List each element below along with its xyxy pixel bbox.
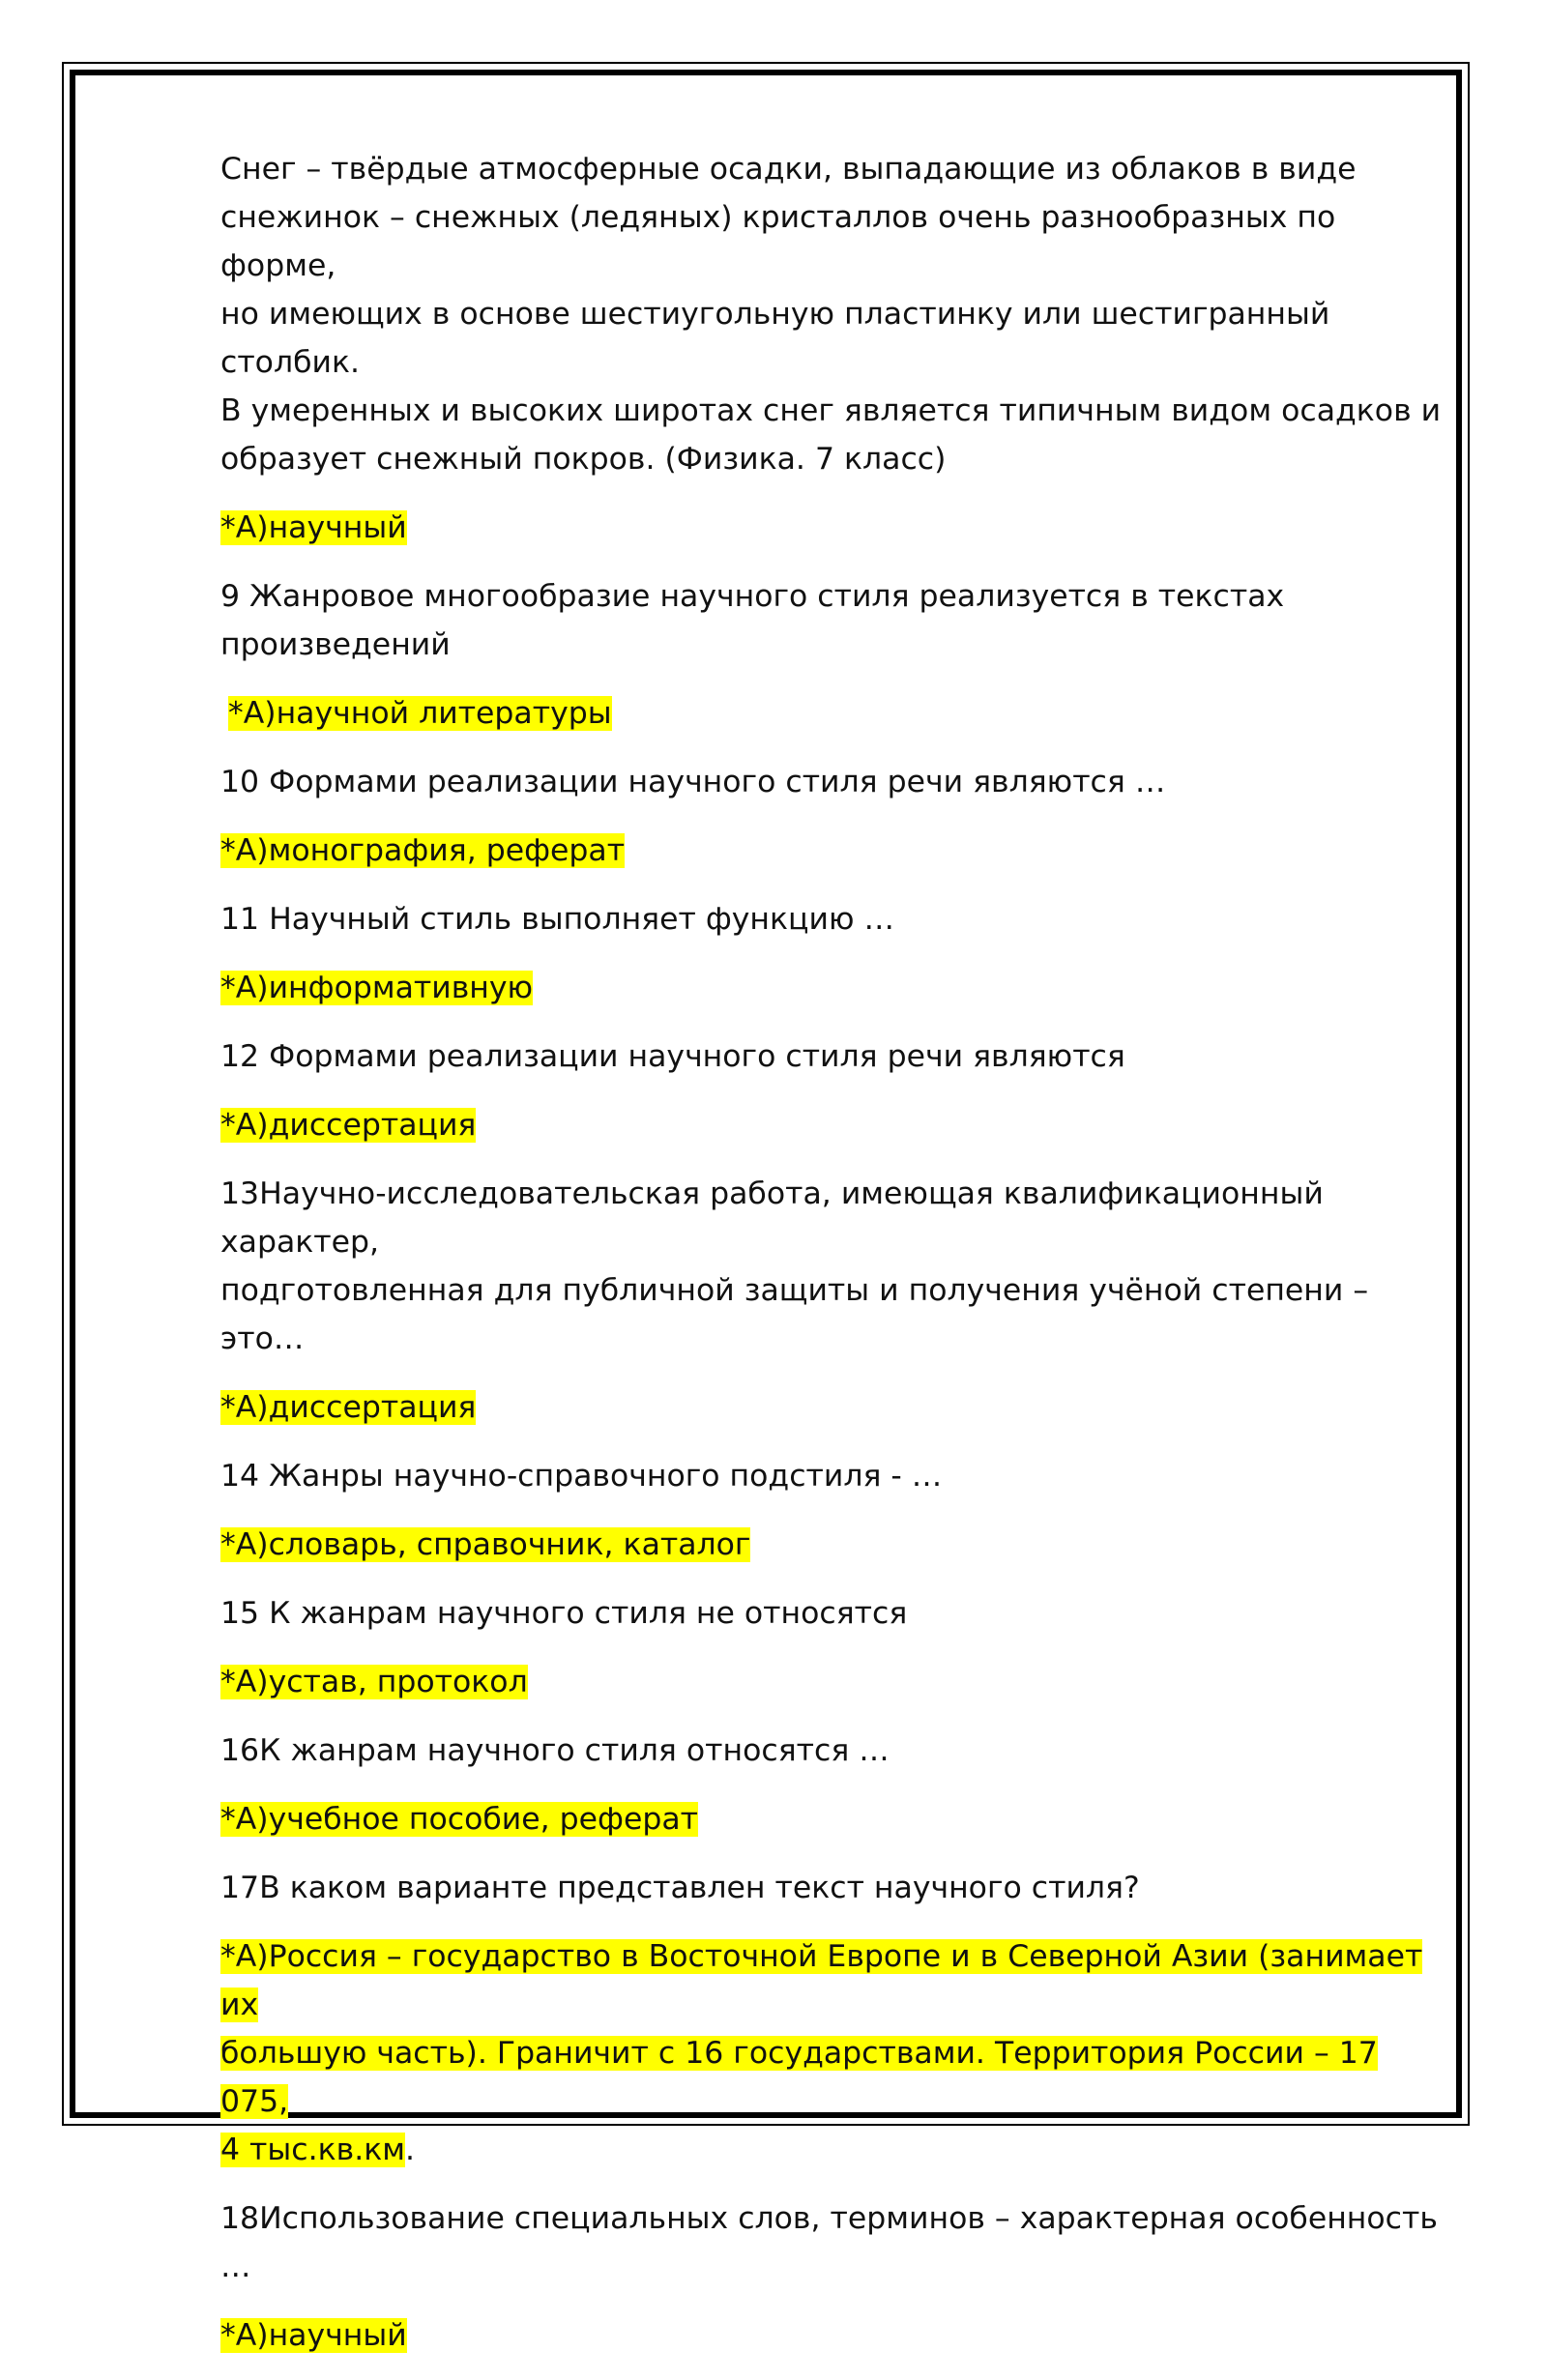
intro-paragraph: Снег – твёрдые атмосферные осадки, выпадающие из облаков в виде снежинок – снежных (ледяных) кристаллов очень разнообразных по форме, но имеющих в основе шестиугольную пластинку или шестигранный столбик. В умеренных и высоких широтах снег является типичным видом осадков и образует снежный покров. (Физика. 7 класс) [220,152,1442,477]
question-11: 11 Научный стиль выполняет функцию … [220,902,894,937]
question-13: 13Научно-исследовательская работа, имеющая квалификационный характер, подготовленная для публичной защиты и получения учёной степени – это… [220,1176,1369,1356]
document-body [220,145,1448,2380]
question-18: 18Использование специальных слов, терминов – характерная особенность … [220,2201,1438,2284]
answer-9: *А)научной литературы [228,696,612,731]
answer-15: *А)устав, протокол [220,1665,528,1699]
question-9: 9 Жанровое многообразие научного стиля реализуется в текстах произведений [220,579,1285,662]
answer-16: *А)учебное пособие, реферат [220,1802,699,1837]
answer-12: *А)диссертация [220,1108,477,1143]
answer-14: *А)словарь, справочник, каталог [220,1527,751,1562]
question-10: 10 Формами реализации научного стиля речи являются … [220,765,1166,799]
question-15: 15 К жанрам научного стиля не относятся [220,1596,908,1631]
answer-intro: *А)научный [220,510,407,545]
answer-13: *А)диссертация [220,1390,477,1425]
question-17: 17В каком варианте представлен текст научного стиля? [220,1871,1140,1905]
answer-11: *А)информативную [220,971,534,1005]
question-14: 14 Жанры научно-справочного подстиля - … [220,1459,943,1494]
answer-10: *А)монография, реферат [220,833,626,868]
question-16: 16К жанрам научного стиля относятся … [220,1733,890,1768]
answer-17: *А)Россия – государство в Восточной Европе и в Северной Азии (занимает их большую часть). Граничит с 16 государствами. Территория России – 17 075, 4 тыс.кв.км. [220,1939,1423,2167]
answer-18: *А)научный [220,2318,407,2353]
question-12: 12 Формами реализации научного стиля речи являются [220,1039,1125,1074]
